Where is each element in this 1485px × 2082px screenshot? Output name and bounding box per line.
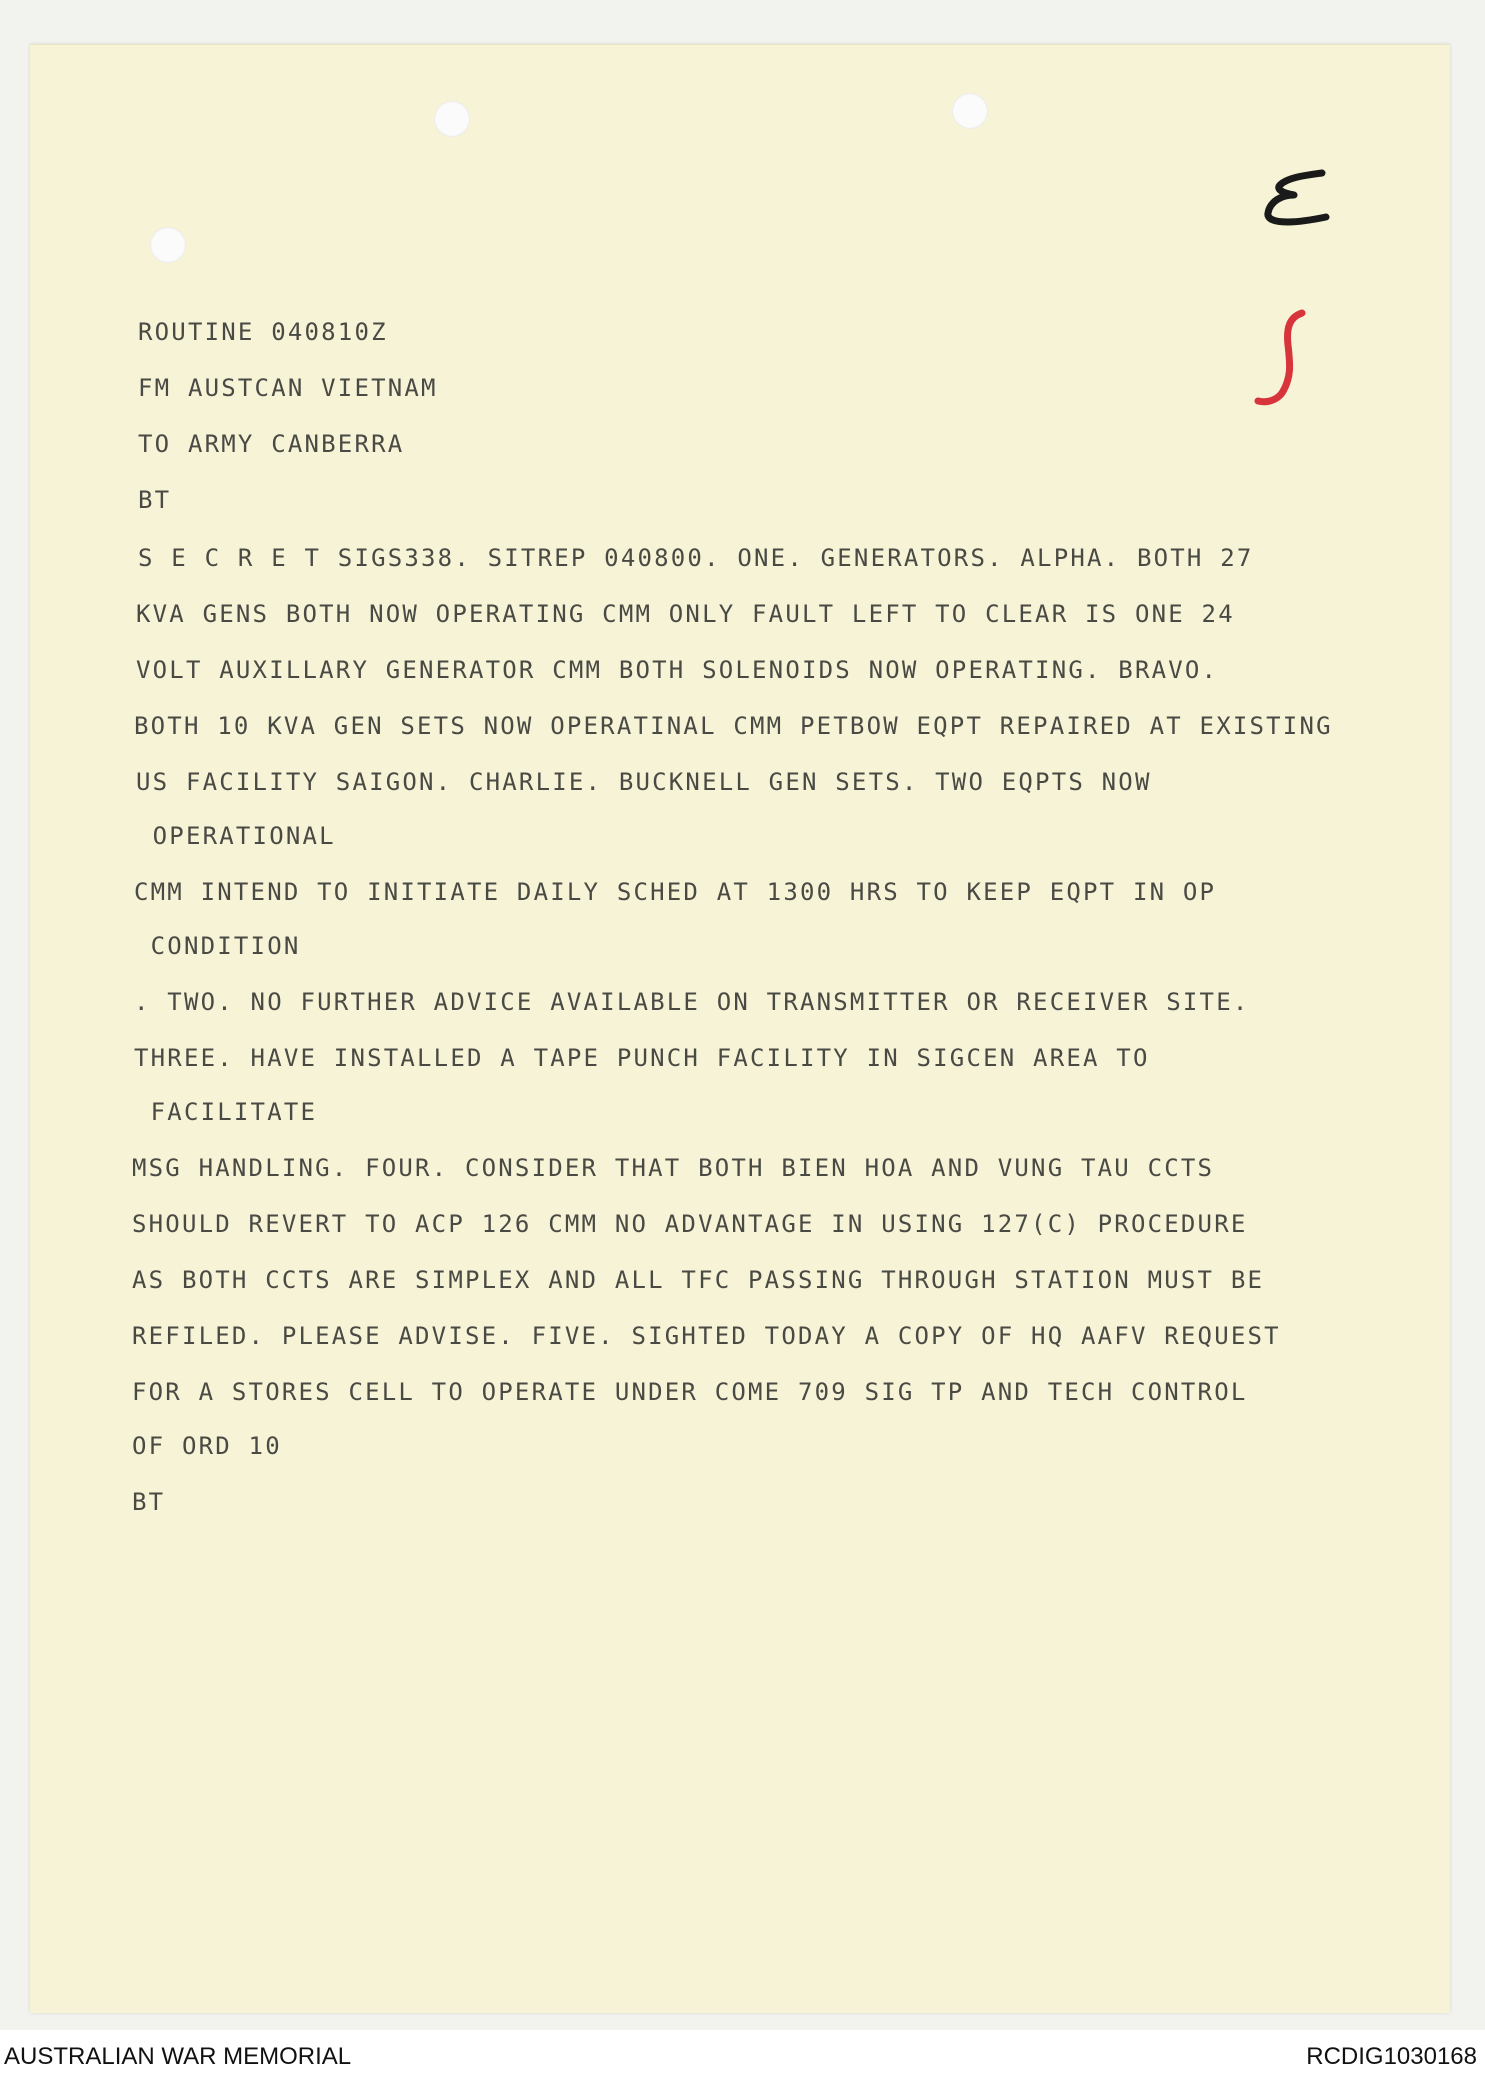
message-line: FACILITATE — [134, 1098, 318, 1126]
message-line: BT — [132, 1488, 166, 1516]
message-line: BOTH 10 KVA GEN SETS NOW OPERATINAL CMM PETBOW EQPT REPAIRED AT EXISTING — [134, 712, 1333, 740]
message-line: OF ORD 10 — [132, 1432, 282, 1460]
handwritten-e-mark — [1260, 165, 1340, 249]
message-line: CMM INTEND TO INITIATE DAILY SCHED AT 1300 HRS TO KEEP EQPT IN OP — [134, 878, 1217, 906]
message-line: VOLT AUXILLARY GENERATOR CMM BOTH SOLENOIDS NOW OPERATING. BRAVO. — [136, 656, 1219, 684]
message-line: FM AUSTCAN VIETNAM — [138, 374, 438, 402]
punch-hole — [150, 227, 186, 263]
message-line: REFILED. PLEASE ADVISE. FIVE. SIGHTED TODAY A COPY OF HQ AAFV REQUEST — [132, 1322, 1281, 1350]
message-line: OPERATIONAL — [136, 822, 336, 850]
archive-footer — [0, 2030, 1485, 2082]
telegram-page — [30, 44, 1450, 2013]
message-line: TO ARMY CANBERRA — [138, 430, 405, 458]
message-line: BT — [138, 486, 172, 514]
message-line: US FACILITY SAIGON. CHARLIE. BUCKNELL GEN SETS. TWO EQPTS NOW — [136, 768, 1152, 796]
message-line: FOR A STORES CELL TO OPERATE UNDER COME 709 SIG TP AND TECH CONTROL — [132, 1378, 1248, 1406]
archive-reference: RCDIG1030168 — [1306, 2043, 1477, 2070]
message-line: S E C R E T SIGS338. SITREP 040800. ONE. GENERATORS. ALPHA. BOTH 27 — [138, 544, 1254, 572]
message-line: KVA GENS BOTH NOW OPERATING CMM ONLY FAULT LEFT TO CLEAR IS ONE 24 — [136, 600, 1235, 628]
message-line: . TWO. NO FURTHER ADVICE AVAILABLE ON TRANSMITTER OR RECEIVER SITE. — [134, 988, 1250, 1016]
handwritten-red-s-mark — [1250, 305, 1320, 419]
archive-name: AUSTRALIAN WAR MEMORIAL — [4, 2043, 352, 2070]
message-line: AS BOTH CCTS ARE SIMPLEX AND ALL TFC PASSING THROUGH STATION MUST BE — [132, 1266, 1265, 1294]
message-line: CONDITION — [134, 932, 301, 960]
punch-hole — [434, 101, 470, 137]
message-line: THREE. HAVE INSTALLED A TAPE PUNCH FACILITY IN SIGCEN AREA TO — [134, 1044, 1150, 1072]
message-line: ROUTINE 040810Z — [138, 318, 388, 346]
message-line: SHOULD REVERT TO ACP 126 CMM NO ADVANTAGE IN USING 127(C) PROCEDURE — [132, 1210, 1248, 1238]
message-line: MSG HANDLING. FOUR. CONSIDER THAT BOTH BIEN HOA AND VUNG TAU CCTS — [132, 1154, 1215, 1182]
punch-hole — [952, 93, 988, 129]
